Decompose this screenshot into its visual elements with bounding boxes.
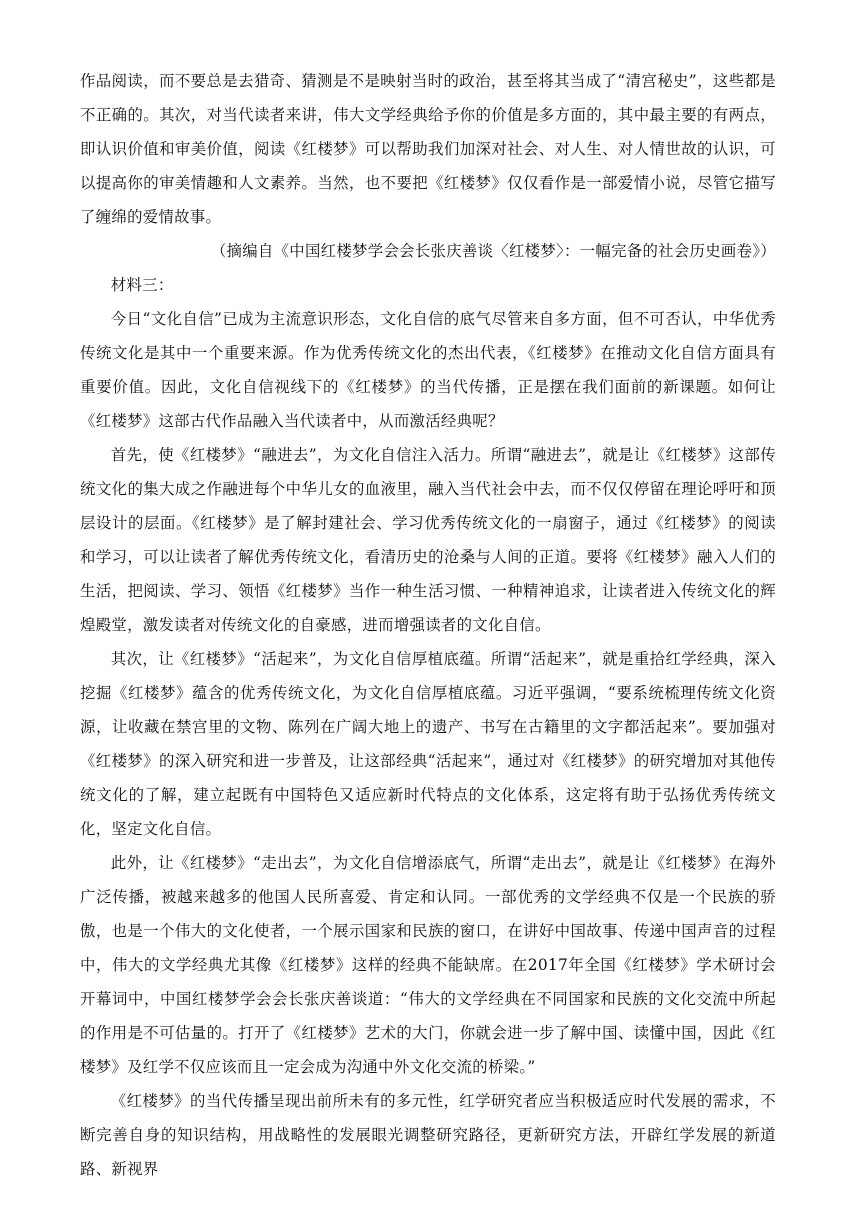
paragraph-4: 此外，让《红楼梦》“走出去”，为文化自信增添底气，所谓“走出去”，就是让《红楼梦》在海外广泛传播，被越来越多的他国人民所喜爱、肯定和认同。一部优秀的文学经典不仅是一个民族的骄傲，也是一个伟大的文化使者，一个展示国家和民族的窗口，在讲好中国故事、传递中国声音的过程中，伟大的文学经典尤其像《红楼梦》这样的经典不能缺席。在2017年全国《红楼梦》学术研讨会开幕词中，中国红楼梦学会会长张庆善谈道：“伟大的文学经典在不同国家和民族的文化交流中所起的作用是不可估量的。打开了《红楼梦》艺术的大门，你就会进一步了解中国、读懂中国，因此《红楼梦》及红学不仅应该而且一定会成为沟通中外文化交流的桥梁。”: [80, 854, 776, 1076]
paragraph-5: 《红楼梦》的当代传播呈现出前所未有的多元性，红学研究者应当积极适应时代发展的需求，不断完善自身的知识结构，用战略性的发展眼光调整研究路径，更新研究方法，开辟红学发展的新道路、新视界: [80, 1092, 776, 1178]
material-label: 材料三：: [110, 276, 174, 294]
paragraph-3: 其次，让《红楼梦》“活起来”，为文化自信厚植底蕴。所谓“活起来”，就是重拾红学经典，深入挖掘《红楼梦》蕴含的优秀传统文化，为文化自信厚植底蕴。习近平强调，“要系统梳理传统文化资源，让收藏在禁宫里的文物、陈列在广阔大地上的遗产、书写在古籍里的文字都活起来”。要加强对《红楼梦》的深入研究和进一步普及，让这部经典“活起来”，通过对《红楼梦》的研究增加对其他传统文化的了解，建立起既有中国特色又适应新时代特点的文化体系，这定将有助于弘扬优秀传统文化，坚定文化自信。: [80, 650, 776, 838]
document-page: [80, 64, 776, 1186]
source-note: （摘编自《中国红楼梦学会会长张庆善谈〈红楼梦〉：一幅完备的社会历史画卷》）: [210, 242, 776, 260]
paragraph-1: 今日“文化自信”已成为主流意识形态，文化自信的底气尽管来自多方面，但不可否认，中华优秀传统文化是其中一个重要来源。作为优秀传统文化的杰出代表，《红楼梦》在推动文化自信方面具有重要价值。因此，文化自信视线下的《红楼梦》的当代传播，正是摆在我们面前的新课题。如何让《红楼梦》这部古代作品融入当代读者中，从而激活经典呢？: [80, 310, 776, 430]
intro-paragraph: 作品阅读，而不要总是去猎奇、猜测是不是映射当时的政治，甚至将其当成了“清宫秘史”，这些都是不正确的。其次，对当代读者来讲，伟大文学经典给予你的价值是多方面的，其中最主要的有两点，即认识价值和审美价值，阅读《红楼梦》可以帮助我们加深对社会、对人生、对人情世故的认识，可以提高你的审美情趣和人文素养。当然，也不要把《红楼梦》仅仅看作是一部爱情小说，尽管它描写了缠绵的爱情故事。: [80, 72, 776, 226]
paragraph-2: 首先，使《红楼梦》“融进去”，为文化自信注入活力。所谓“融进去”，就是让《红楼梦》这部传统文化的集大成之作融进每个中华儿女的血液里，融入当代社会中去，而不仅仅停留在理论呼吁和顶层设计的层面。《红楼梦》是了解封建社会、学习优秀传统文化的一扇窗子，通过《红楼梦》的阅读和学习，可以让读者了解优秀传统文化，看清历史的沧桑与人间的正道。要将《红楼梦》融入人们的生活，把阅读、学习、领悟《红楼梦》当作一种生活习惯、一种精神追求，让读者进入传统文化的辉煌殿堂，激发读者对传统文化的自豪感，进而增强读者的文化自信。: [80, 446, 776, 634]
